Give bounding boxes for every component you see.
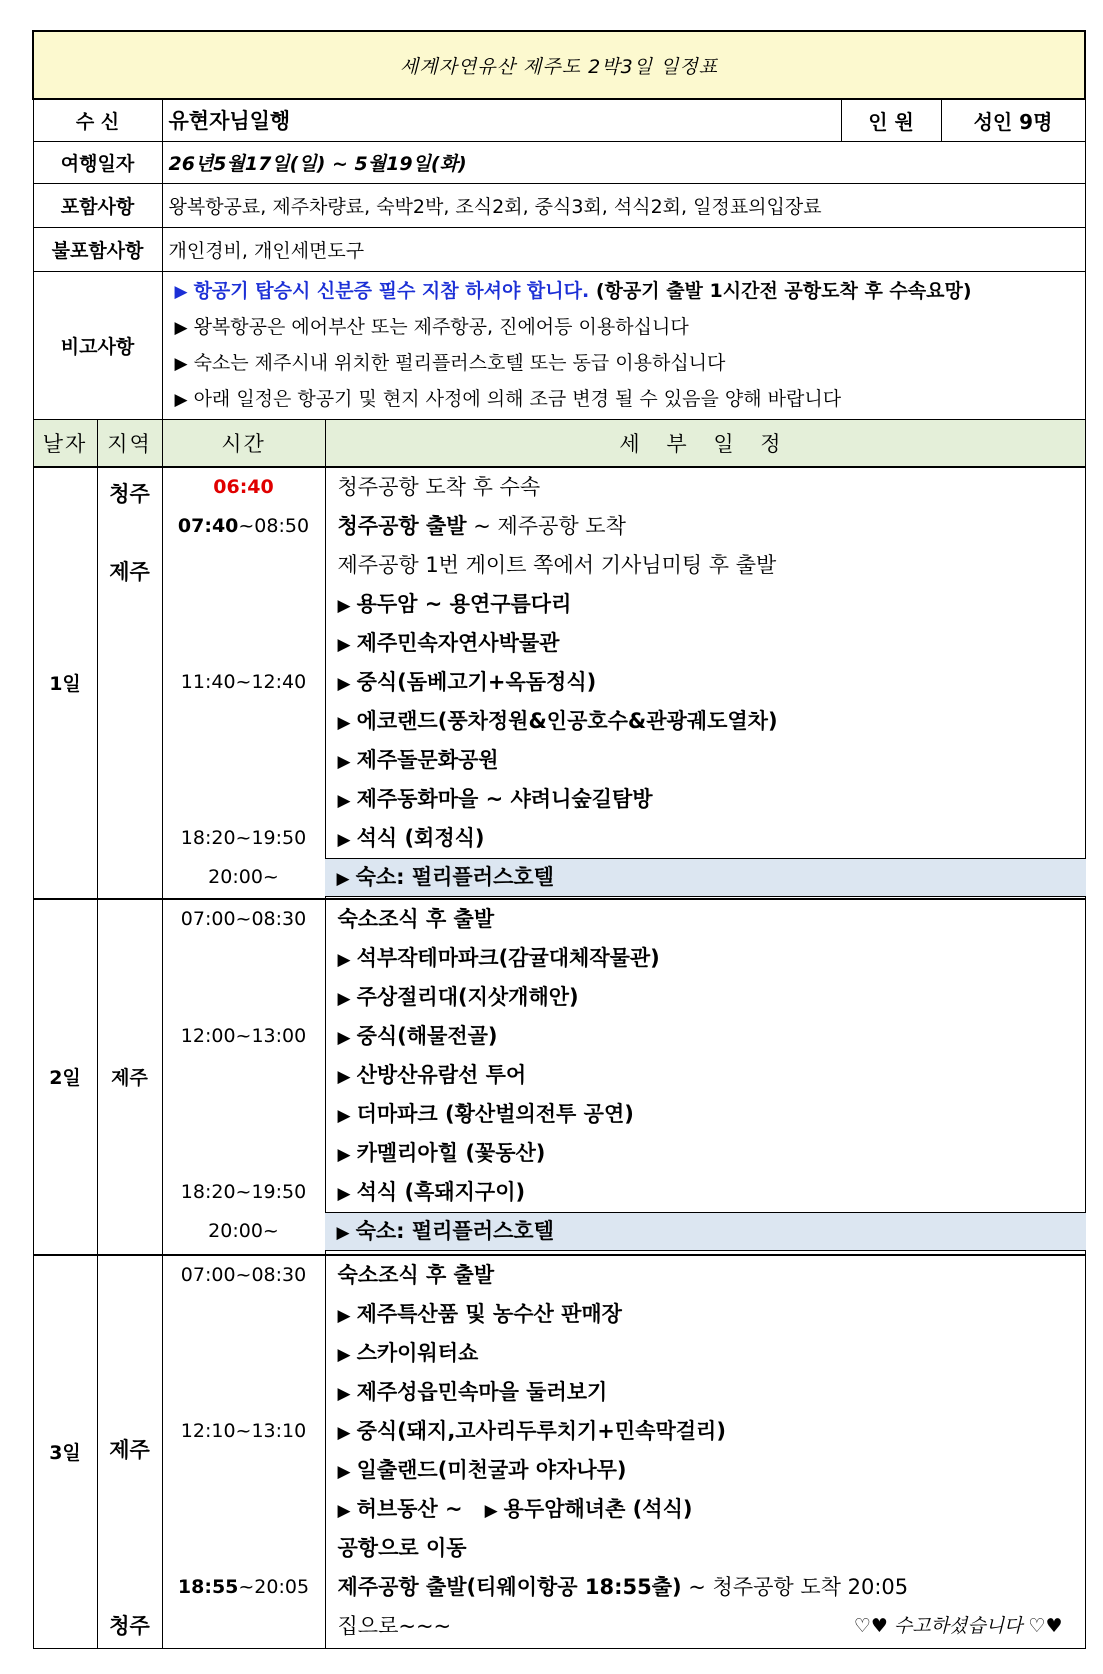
recipient-label: 수 신 — [33, 99, 162, 141]
arrow-icon: ▶ — [337, 988, 351, 1009]
detail-item — [326, 1095, 1085, 1134]
detail-text: 주상절리대(지삿개해안) — [356, 984, 579, 1009]
detail-text: 산방산유람선 투어 — [356, 1062, 527, 1087]
detail-item — [326, 1451, 1085, 1490]
detail-column — [325, 467, 1085, 899]
detail-column — [325, 1255, 1085, 1649]
itinerary-sheet — [32, 30, 1086, 1649]
detail-item — [326, 702, 1085, 741]
excluded-value: 개인경비, 개인세면도구 — [162, 227, 1085, 271]
travel-dates-label: 여행일자 — [33, 141, 162, 183]
detail-item — [326, 1056, 1085, 1095]
remarks-label: 비고사항 — [33, 271, 162, 419]
day2-block — [33, 899, 1085, 1255]
time-start: 18:55 — [177, 1575, 239, 1598]
page-title: 세계자연유산 제주도 2박3일 일정표 — [33, 31, 1085, 99]
included-value: 왕복항공료, 제주차량료, 숙박2박, 조식2회, 중식3회, 석식2회, 일정표의입장료 — [162, 183, 1085, 227]
detail-item — [326, 978, 1085, 1017]
arrow-icon: ▶ — [337, 1383, 351, 1404]
time-slot: 06:40 — [213, 475, 274, 498]
detail-item — [326, 1134, 1085, 1173]
arrow-icon: ▶ — [337, 1344, 351, 1365]
time-slot — [163, 624, 325, 663]
time-slot — [163, 939, 325, 978]
detail-item — [326, 624, 1085, 663]
detail-text: 더마파크 (황산벌의전투 공연) — [356, 1101, 634, 1126]
arrow-icon: ▶ — [337, 1144, 351, 1165]
time-slot: 18:20~19:50 — [180, 1180, 307, 1203]
arrow-icon: ▶ — [484, 1500, 498, 1521]
time-slot — [163, 1607, 325, 1646]
detail-item — [326, 741, 1085, 780]
detail-column — [325, 899, 1085, 1255]
time-end: ~20:05 — [238, 1575, 310, 1598]
detail-item — [326, 1373, 1085, 1412]
header-time: 시간 — [162, 419, 325, 467]
time-slot — [163, 702, 325, 741]
arrow-icon: ▶ — [337, 1500, 351, 1521]
time-slot: 12:10~13:10 — [180, 1419, 307, 1442]
day3-block — [33, 1255, 1085, 1649]
time-column — [162, 899, 325, 1255]
detail-item — [326, 1607, 1085, 1646]
time-slot — [163, 546, 325, 585]
detail-item — [326, 1412, 1085, 1451]
detail-text: 제주공항 출발(티웨이항공 18:55출) — [337, 1574, 682, 1599]
detail-text: 숙소: 펄리플러스호텔 — [355, 1218, 554, 1243]
time-slot — [163, 741, 325, 780]
detail-text: 석부작테마파크(감귤대체작물관) — [356, 945, 660, 970]
arrow-icon: ▶ — [337, 829, 351, 850]
arrow-icon: ▶ — [337, 790, 351, 811]
detail-item: 공항으로 이동 — [337, 1535, 467, 1560]
detail-item — [326, 939, 1085, 978]
arrow-icon: ▶ — [337, 634, 351, 655]
header-date: 날자 — [33, 419, 97, 467]
time-slot: 11:40~12:40 — [180, 670, 307, 693]
travel-dates-value: 26년5월17일(일) ~ 5월19일(화) — [162, 141, 1085, 183]
time-slot: 20:00~ — [208, 865, 279, 888]
arrow-icon: ▶ — [337, 1066, 351, 1087]
arrow-icon: ▶ — [337, 1105, 351, 1126]
time-slot — [163, 780, 325, 819]
arrow-icon: ▶ — [337, 1461, 351, 1482]
detail-item: 제주공항 1번 게이트 쪽에서 기사님미팅 후 출발 — [337, 552, 777, 577]
time-end: ~08:50 — [238, 514, 310, 537]
time-slot — [163, 1334, 325, 1373]
hotel-row — [325, 858, 1086, 897]
remark-text: 항공기 탑승시 신분증 필수 지참 하셔야 합니다. — [193, 280, 590, 302]
arrow-icon: ▶ — [337, 1305, 351, 1326]
time-slot — [163, 1295, 325, 1334]
region-label: 청주 — [109, 481, 150, 506]
remark-item — [163, 273, 1085, 309]
detail-text: 제주돌문화공원 — [356, 747, 499, 772]
detail-text: 숙소: 펄리플러스호텔 — [355, 864, 554, 889]
detail-item: 숙소조식 후 출발 — [337, 906, 495, 931]
detail-item — [326, 1334, 1085, 1373]
detail-text: 스카이워터쇼 — [356, 1340, 479, 1365]
time-slot: 18:20~19:50 — [180, 826, 307, 849]
time-column — [162, 467, 325, 899]
arrow-icon: ▶ — [174, 390, 188, 410]
arrow-icon: ▶ — [337, 751, 351, 772]
detail-text: 중식(돼지,고사리두루치기+민속막걸리) — [356, 1418, 726, 1443]
arrow-icon: ▶ — [337, 1183, 351, 1204]
time-column — [162, 1255, 325, 1649]
detail-text: 석식 (회정식) — [356, 825, 485, 850]
recipient-value: 유현자님일행 — [162, 99, 841, 141]
time-slot — [163, 585, 325, 624]
time-slot: 07:00~08:30 — [180, 907, 307, 930]
detail-text: 제주동화마을 ~ 샤려니숲길탐방 — [356, 786, 653, 811]
detail-text: 석식 (흑돼지구이) — [356, 1179, 526, 1204]
headcount-label: 인 원 — [841, 99, 941, 141]
detail-item — [326, 1568, 1085, 1607]
detail-text: 청주공항 출발 — [337, 513, 467, 538]
time-slot — [163, 1095, 325, 1134]
detail-text: 제주민속자연사박물관 — [356, 630, 560, 655]
detail-text: 카멜리아힐 (꽃동산) — [356, 1140, 546, 1165]
time-start: 07:40 — [177, 514, 239, 537]
headcount-value: 성인 9명 — [941, 99, 1085, 141]
day-label: 1일 — [33, 467, 97, 899]
detail-text: 용두암 ~ 용연구름다리 — [356, 591, 572, 616]
arrow-icon: ▶ — [174, 318, 188, 338]
time-slot — [163, 1056, 325, 1095]
day-label: 2일 — [33, 899, 97, 1255]
region-label: 청주 — [109, 1613, 150, 1638]
detail-text: 허브동산 ~ — [356, 1496, 463, 1521]
detail-text: ~ 제주공항 도착 — [466, 513, 626, 538]
arrow-icon: ▶ — [337, 673, 351, 694]
detail-text: 에코랜드(풍차정원&인공호수&관광궤도열차) — [356, 708, 778, 733]
detail-item: 청주공항 도착 후 수속 — [337, 474, 541, 499]
detail-item — [326, 1017, 1085, 1056]
detail-text: ~ 청주공항 도착 20:05 — [681, 1574, 909, 1599]
detail-item — [326, 819, 1085, 858]
arrow-icon: ▶ — [174, 282, 188, 302]
time-slot — [163, 507, 325, 546]
detail-text: 중식(돔베고기+옥돔정식) — [356, 669, 597, 694]
arrow-icon: ▶ — [337, 1422, 351, 1443]
time-slot — [163, 978, 325, 1017]
header-detail: 세 부 일 정 — [325, 419, 1085, 467]
detail-item — [326, 1173, 1085, 1212]
region-label: 제주 — [109, 1437, 150, 1462]
remark-text: 숙소는 제주시내 위치한 펄리플러스호텔 또는 동급 이용하십니다 — [193, 352, 726, 374]
excluded-label: 불포함사항 — [33, 227, 162, 271]
remark-text: (항공기 출발 1시간전 공항도착 후 수속요망) — [589, 280, 972, 302]
remark-item — [163, 309, 1085, 345]
included-label: 포함사항 — [33, 183, 162, 227]
arrow-icon: ▶ — [336, 868, 350, 889]
arrow-icon: ▶ — [337, 949, 351, 970]
remarks-list — [162, 271, 1085, 419]
detail-text: 집으로~~~ — [337, 1613, 452, 1638]
region-label: 제주 — [97, 899, 162, 1255]
detail-text: 용두암해녀촌 (석식) — [503, 1496, 693, 1521]
time-slot: 12:00~13:00 — [180, 1024, 307, 1047]
time-slot: 20:00~ — [208, 1219, 279, 1242]
detail-text: 제주성읍민속마을 둘러보기 — [356, 1379, 608, 1404]
detail-item: 숙소조식 후 출발 — [337, 1262, 495, 1287]
arrow-icon: ▶ — [337, 712, 351, 733]
day-label: 3일 — [33, 1255, 97, 1649]
remark-item — [163, 345, 1085, 381]
time-slot — [163, 1373, 325, 1412]
arrow-icon: ▶ — [174, 354, 188, 374]
detail-text: 중식(해물전골) — [356, 1023, 498, 1048]
remark-item — [163, 381, 1085, 417]
region-cell — [97, 467, 162, 899]
time-slot — [163, 1451, 325, 1490]
time-slot — [163, 1134, 325, 1173]
arrow-icon: ▶ — [337, 595, 351, 616]
region-label: 제주 — [109, 559, 150, 584]
detail-item — [326, 1295, 1085, 1334]
hotel-row — [325, 1212, 1086, 1251]
time-slot: 07:00~08:30 — [180, 1263, 307, 1286]
time-slot — [163, 1568, 325, 1607]
detail-item — [326, 585, 1085, 624]
day1-block — [33, 467, 1085, 899]
remark-text: 왕복항공은 에어부산 또는 제주항공, 진에어등 이용하십니다 — [193, 316, 689, 338]
arrow-icon: ▶ — [337, 1027, 351, 1048]
detail-item — [326, 780, 1085, 819]
detail-item — [326, 1490, 1085, 1529]
detail-text: 일출랜드(미천굴과 야자나무) — [356, 1457, 627, 1482]
arrow-icon: ▶ — [336, 1222, 350, 1243]
thanks-note: ♡♥ 수고하셨습니다 ♡♥ — [853, 1614, 1063, 1637]
time-slot — [163, 1529, 325, 1568]
detail-text: 제주특산품 및 농수산 판매장 — [356, 1301, 622, 1326]
detail-item — [326, 507, 1085, 546]
time-slot — [163, 1490, 325, 1529]
detail-item — [326, 663, 1085, 702]
region-cell — [97, 1255, 162, 1649]
remark-text: 아래 일정은 항공기 및 현지 사정에 의해 조금 변경 될 수 있음을 양해 바랍니다 — [193, 388, 842, 410]
header-region: 지역 — [97, 419, 162, 467]
